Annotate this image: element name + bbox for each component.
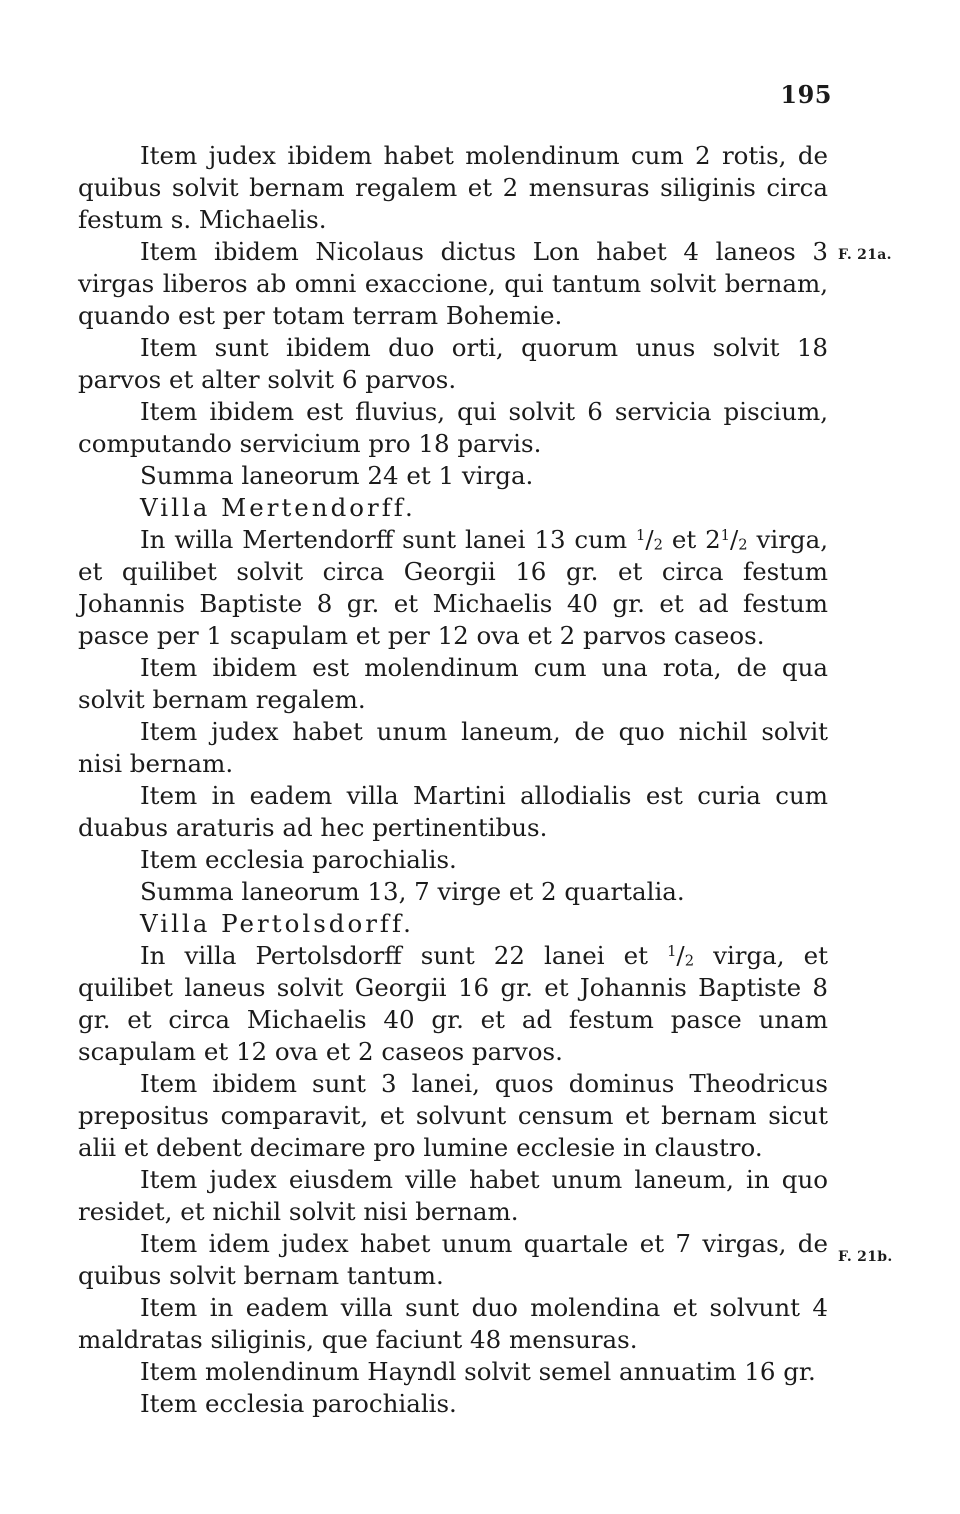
- body-text: [78, 140, 828, 1420]
- page-number: 195: [780, 80, 832, 109]
- text-segment: In willa Mertendorff sunt lanei 13 cum: [140, 525, 637, 554]
- paragraph-theodricus: Item ibidem sunt 3 lanei, quos dominus Theodricus prepositus comparavit, et solvunt censum et bernam sicut alii et debent decimare pro lumine ecclesie in claustro.: [78, 1069, 828, 1162]
- heading-villa-pertolsdorff: Villa Pertolsdorff.: [140, 909, 414, 938]
- fraction-denominator: 2: [738, 536, 748, 554]
- paragraph-judex-laneum: Item judex habet unum laneum, de quo nichil solvit nisi bernam.: [78, 717, 828, 778]
- margin-note-folio-21a: F. 21a.: [838, 247, 892, 263]
- paragraph-judex-residet: Item judex eiusdem ville habet unum laneum, in quo residet, et nichil solvit nisi bernam.: [78, 1165, 828, 1226]
- text-segment: et 2: [663, 525, 721, 554]
- paragraph-mill-judex: Item judex ibidem habet molendinum cum 2 rotis, de quibus solvit bernam regalem et 2 mensuras siliginis circa festum s. Michaelis.: [78, 141, 828, 234]
- paragraph-orti: Item sunt ibidem duo orti, quorum unus solvit 18 parvos et alter solvit 6 parvos.: [78, 333, 828, 394]
- paragraph-quartale: Item idem judex habet unum quartale et 7 virgas, de quibus solvit bernam tantum.: [78, 1229, 828, 1290]
- paragraph-summa-1: Summa laneorum 24 et 1 virga.: [140, 461, 534, 490]
- fraction-denominator: 2: [684, 952, 695, 970]
- paragraph-molendinum-rota: Item ibidem est molendinum cum una rota, de qua solvit bernam regalem.: [78, 653, 828, 714]
- paragraph-mertendorff-lanei: In willa Mertendorff sunt lanei 13 cum $^1$/2 et $2^1/2$ virga, et quilibet solvit circa Georgii 16 gr. et circa festum Johannis Baptiste 8 gr. et Michaelis 40 gr. et ad festum pasce per 1 scapulam et per 12 ova et 2 parvos caseos.: [78, 525, 828, 650]
- text-segment: In villa Pertolsdorff sunt 22 lanei et: [140, 941, 668, 970]
- heading-villa-mertendorff: Villa Mertendorff.: [140, 493, 416, 522]
- margin-note-folio-21b: F. 21b.: [838, 1249, 893, 1265]
- fraction-numerator: 1: [720, 526, 731, 544]
- fraction-denominator: 2: [653, 536, 663, 554]
- paragraph-curia-martini: Item in eadem villa Martini allodialis est curia cum duabus araturis ad hec pertinentibus.: [78, 781, 828, 842]
- text-segment: virga, et quilibet laneus solvit Georgii 16 gr. et Johannis Baptiste 8 gr. et circa Michaelis 40 gr. et ad festum pasce unam scapulam et 12 ova et 2 caseos parvos.: [78, 941, 828, 1066]
- paragraph-pertolsdorff-lanei: In villa Pertolsdorff sunt 22 lanei et $^1$/2 virga, et quilibet laneus solvit Georgii 16 gr. et Johannis Baptiste 8 gr. et circa Michaelis 40 gr. et ad festum pasce unam scapulam et 12 ova et 2 caseos parvos.: [78, 941, 828, 1066]
- text-segment: virga, et quilibet solvit circa Georgii 16 gr. et circa festum Johannis Baptiste 8 gr. et Michaelis 40 gr. et ad festum pasce per 1 scapulam et per 12 ova et 2 parvos caseos.: [78, 525, 828, 650]
- fraction-numerator: 1: [667, 942, 677, 960]
- paragraph-hayndl: Item molendinum Hayndl solvit semel annuatim 16 gr.: [140, 1357, 816, 1386]
- fraction-numerator: 1: [636, 526, 646, 544]
- paragraph-summa-2: Summa laneorum 13, 7 virge et 2 quartalia.: [140, 877, 685, 906]
- paragraph-ecclesia-2: Item ecclesia parochialis.: [140, 1389, 457, 1418]
- paragraph-ecclesia-1: Item ecclesia parochialis.: [140, 845, 457, 874]
- paragraph-fluvius: Item ibidem est fluvius, qui solvit 6 servicia piscium, computando servicium pro 18 parvis.: [78, 397, 828, 458]
- paragraph-molendina-duo: Item in eadem villa sunt duo molendina et solvunt 4 maldratas siliginis, que faciunt 48 mensuras.: [78, 1293, 828, 1354]
- paragraph-nicolaus-lon: Item ibidem Nicolaus dictus Lon habet 4 laneos 3 virgas liberos ab omni exaccione, qui tantum solvit bernam, quando est per totam terram Bohemie.: [78, 237, 828, 330]
